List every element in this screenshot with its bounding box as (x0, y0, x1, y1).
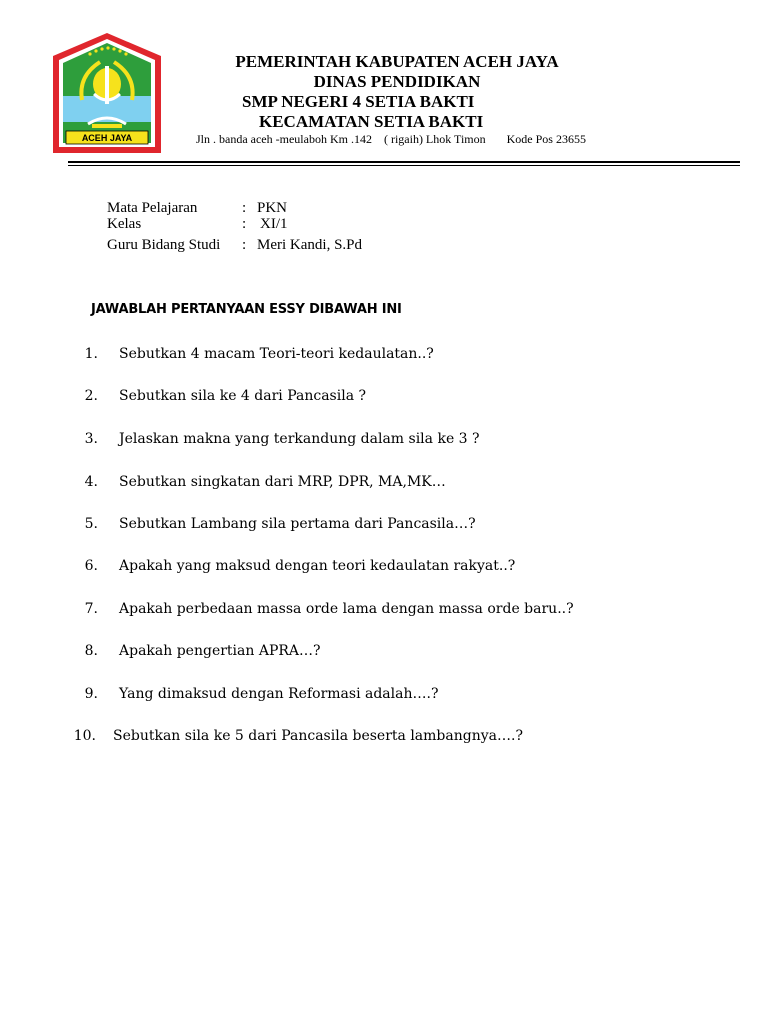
exam-instruction: JAWABLAH PERTANYAAN ESSY DIBAWAH INI (91, 302, 402, 317)
question-text: Apakah yang maksud dengan teori kedaulatan rakyat..? (119, 558, 516, 574)
emblem-banner-text: ACEH JAYA (81, 133, 133, 143)
question-text: Apakah pengertian APRA…? (119, 643, 321, 659)
letterhead-school: SMP NEGERI 4 SETIA BAKTI (242, 92, 475, 111)
letterhead-rule-thin (68, 165, 740, 166)
question-number: 6. (84, 558, 98, 574)
question-number: 10. (73, 728, 96, 744)
exam-info-label: Mata Pelajaran (107, 200, 198, 216)
question-number: 2. (84, 388, 98, 404)
exam-info-colon: : (242, 237, 247, 253)
letterhead-district: KECAMATAN SETIA BAKTI (259, 112, 484, 131)
question-number: 7. (84, 601, 98, 617)
exam-info-value: Meri Kandi, S.Pd (257, 237, 362, 253)
question-text: Sebutkan sila ke 5 dari Pancasila beserta lambangnya….? (113, 728, 523, 744)
exam-info-colon: : (242, 216, 247, 232)
letterhead-department: DINAS PENDIDIKAN (313, 72, 481, 91)
question-text: Sebutkan Lambang sila pertama dari Pancasila…? (119, 516, 476, 532)
question-number: 9. (84, 686, 98, 702)
question-text: Sebutkan 4 macam Teori-teori kedaulatan..? (119, 346, 434, 362)
exam-info-value: PKN (257, 200, 288, 216)
question-number: 8. (84, 643, 98, 659)
letterhead (160, 52, 634, 132)
exam-info-value: XI/1 (260, 216, 288, 232)
exam-info-colon: : (242, 200, 247, 216)
question-number: 5. (84, 516, 98, 532)
question-text: Jelaskan makna yang terkandung dalam sila ke 3 ? (119, 431, 480, 447)
letterhead-rule-thick (68, 161, 740, 163)
question-text: Apakah perbedaan massa orde lama dengan massa orde baru..? (119, 601, 574, 617)
question-text: Sebutkan singkatan dari MRP, DPR, MA,MK… (119, 474, 446, 490)
exam-info-label: Guru Bidang Studi (107, 237, 221, 253)
letterhead-government: PEMERINTAH KABUPATEN ACEH JAYA (235, 52, 559, 71)
question-number: 4. (84, 474, 98, 490)
question-number: 3. (84, 431, 98, 447)
exam-info-label: Kelas (107, 216, 142, 232)
aceh-jaya-emblem (52, 32, 162, 154)
question-number: 1. (84, 346, 98, 362)
letterhead-address: Jln . banda aceh -meulaboh Km .142 ( rigaih) Lhok Timon Kode Pos 23655 (196, 132, 586, 146)
question-text: Sebutkan sila ke 4 dari Pancasila ? (119, 388, 367, 404)
question-text: Yang dimaksud dengan Reformasi adalah….? (119, 686, 439, 702)
